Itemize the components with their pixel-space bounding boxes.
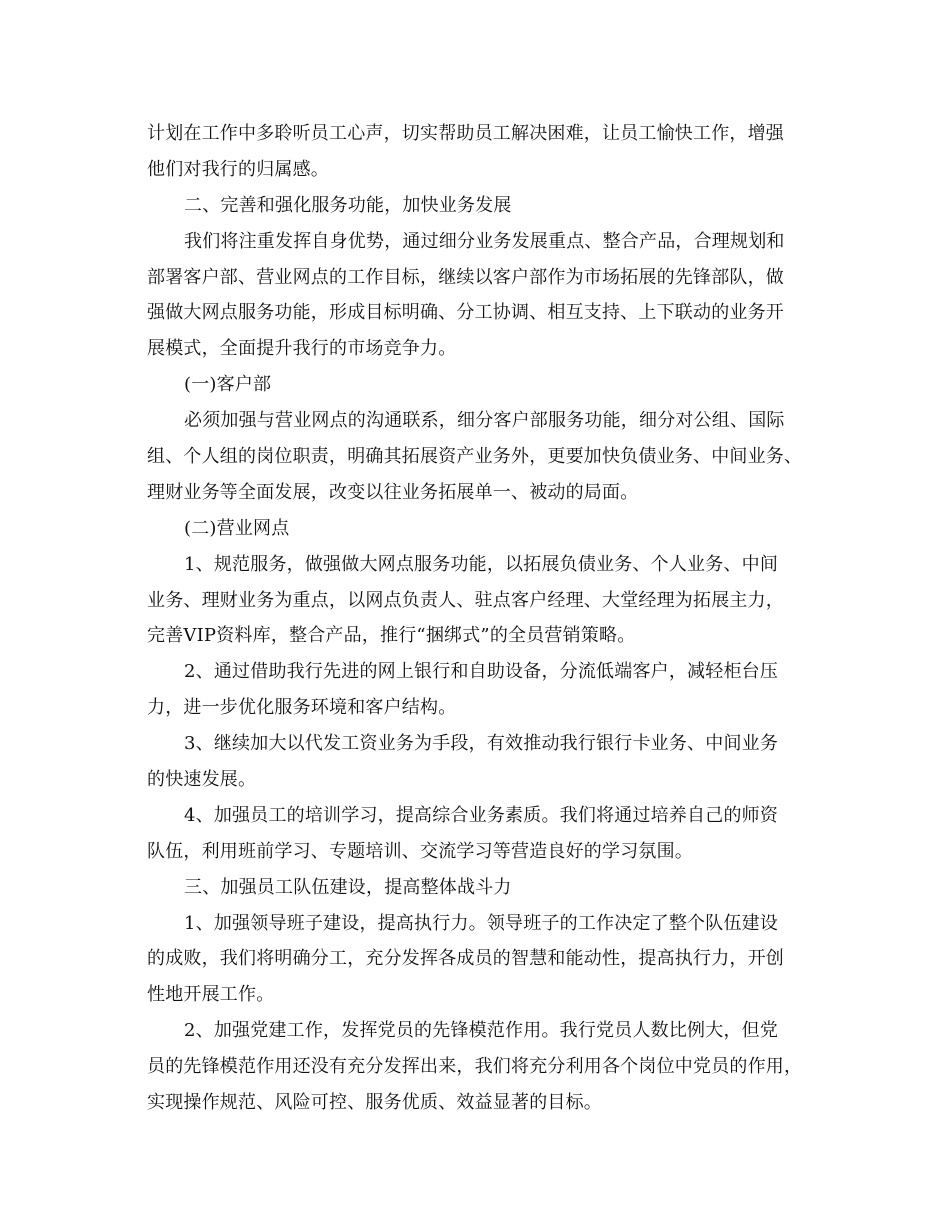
text-line: 展模式，全面提升我行的市场竞争力。 — [147, 338, 457, 360]
text-line: 1、规范服务，做强做大网点服务功能，以拓展负债业务、个人业务、中间 — [184, 553, 779, 575]
text-line: 实现操作规范、风险可控、服务优质、效益显著的目标。 — [147, 1092, 602, 1114]
text-line: 队伍，利用班前学习、专题培训、交流学习等营造良好的学习氛围。 — [147, 840, 693, 862]
document-body — [147, 116, 817, 1121]
text-line: 员的先锋模范作用还没有充分发挥出来，我们将充分利用各个岗位中党员的作用， — [147, 1056, 803, 1078]
text-line: 3、继续加大以代发工资业务为手段，有效推动我行银行卡业务、中间业务 — [184, 733, 779, 755]
text-line: 强做大网点服务功能，形成目标明确、分工协调、相互支持、上下联动的业务开 — [147, 302, 784, 324]
text-line: 2、通过借助我行先进的网上银行和自助设备，分流低端客户，减轻柜台压 — [184, 661, 779, 683]
text-line: 部署客户部、营业网点的工作目标，继续以客户部作为市场拓展的先锋部队，做 — [147, 266, 784, 288]
text-line: 必须加强与营业网点的沟通联系，细分客户部服务功能，细分对公组、国际 — [184, 410, 785, 432]
text-line: (二)营业网点 — [184, 517, 290, 539]
text-line: 的成败，我们将明确分工，充分发挥各成员的智慧和能动性，提高执行力，开创 — [147, 948, 784, 970]
text-line: (一)客户部 — [184, 374, 272, 396]
text-line: 业务、理财业务为重点，以网点负责人、驻点客户经理、大堂经理为拓展主力， — [147, 589, 784, 611]
text-line: 三、加强员工队伍建设，提高整体战斗力 — [184, 876, 512, 898]
text-line: 4、加强员工的培训学习，提高综合业务素质。我们将通过培养自己的师资 — [184, 804, 779, 826]
text-line: 计划在工作中多聆听员工心声，切实帮助员工解决困难，让员工愉快工作，增强 — [147, 123, 784, 144]
text-line: 二、完善和强化服务功能，加快业务发展 — [184, 194, 512, 216]
text-line: 2、加强党建工作，发挥党员的先锋模范作用。我行党员人数比例大，但党 — [184, 1020, 779, 1042]
text-line: 理财业务等全面发展，改变以往业务拓展单一、被动的局面。 — [147, 481, 639, 503]
text-line: 我们将注重发挥自身优势，通过细分业务发展重点、整合产品，合理规划和 — [184, 230, 785, 252]
text-line: 他们对我行的归属感。 — [147, 158, 329, 180]
text-line: 组、个人组的岗位职责，明确其拓展资产业务外，更要加快负债业务、中间业务、 — [147, 446, 803, 468]
text-line: 1、加强领导班子建设，提高执行力。领导班子的工作决定了整个队伍建设 — [184, 912, 779, 934]
text-line: 力，进一步优化服务环境和客户结构。 — [147, 697, 457, 719]
text-line: 完善VIP资料库，整合产品，推行“捆绑式”的全员营销策略。 — [147, 625, 636, 647]
text-line: 性地开展工作。 — [147, 984, 275, 1006]
text-line: 的快速发展。 — [147, 769, 257, 791]
